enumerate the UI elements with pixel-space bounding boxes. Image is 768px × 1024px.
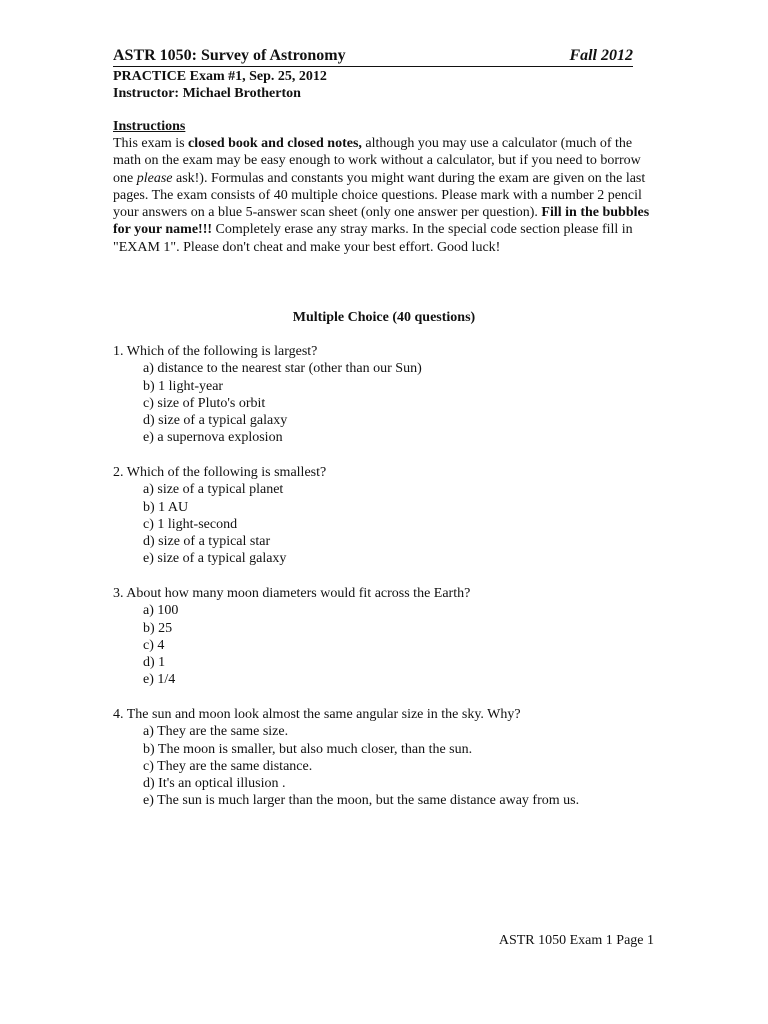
option-c: c) size of Pluto's orbit [143,395,266,411]
instructions-text: This exam is [113,136,189,151]
option-d: d) size of a typical star [143,534,271,550]
question-2 [113,464,653,568]
option-d: d) 1 [143,655,166,671]
instructions-italic-text: please [136,170,173,186]
options-list [113,481,653,567]
question-text: 1. Which of the following is largest? [113,344,318,359]
options-list [113,360,653,446]
page-footer: ASTR 1050 Exam 1 Page 1 [498,933,654,948]
question-4 [113,706,653,810]
options-list [113,723,653,809]
option-b: b) 1 light-year [143,378,224,394]
option-c: c) 4 [143,637,165,653]
option-d: d) It's an optical illusion . [143,776,286,792]
option-c: c) 1 light-second [143,516,238,532]
option-a: a) size of a typical planet [143,482,284,498]
title-line [113,46,633,67]
instructions-heading: Instructions [113,119,186,134]
option-a: a) 100 [143,603,179,619]
option-a: a) They are the same size. [143,724,289,740]
section-heading: Multiple Choice (40 questions) [292,310,476,325]
instructions-bold-text: closed book and closed notes, [188,136,362,151]
instructions-paragraph [113,135,653,256]
question-text: 4. The sun and moon look almost the same angular size in the sky. Why? [113,707,521,722]
course-title: ASTR 1050: Survey of Astronomy [113,47,346,64]
option-b: b) 25 [143,620,173,636]
question-3 [113,585,653,689]
option-c: c) They are the same distance. [143,758,313,774]
option-b: b) 1 AU [143,499,189,515]
question-text: 2. Which of the following is smallest? [113,465,327,480]
instructions-text: ask!). Formulas and constants you might want during the exam are given on the last pages. The exam consists of 40 multiple choice questions. Please mark with a number 2 pencil your answers on a blue 5-answer scan sheet (only one answer per question). [113,170,646,221]
options-list [113,602,653,688]
exam-subtitle: PRACTICE Exam #1, Sep. 25, 2012 [113,69,327,84]
option-b: b) The moon is smaller, but also much closer, than the sun. [143,741,473,757]
instructions-bold-text: Fill in the bubbles for your name!!! [113,205,650,238]
term-label: Fall 2012 [569,47,633,64]
option-a: a) distance to the nearest star (other than our Sun) [143,361,422,377]
option-e: e) The sun is much larger than the moon, but the same distance away from us. [143,793,580,809]
question-1 [113,343,653,447]
instructor-line: Instructor: Michael Brotherton [113,86,301,101]
option-e: e) a supernova explosion [143,430,283,446]
option-d: d) size of a typical galaxy [143,413,288,429]
instructions-text: although you may use a calculator (much of the math on the exam may be easy enough to work without a calculator, but if you need to borrow one [113,136,641,186]
option-e: e) size of a typical galaxy [143,551,287,567]
option-e: e) 1/4 [143,672,176,688]
question-text: 3. About how many moon diameters would fit across the Earth? [113,586,471,601]
instructions-text: Completely erase any stray marks. In the special code section please fill in "EXAM 1". Please don't cheat and make your best effort. Good luck! [113,222,633,255]
